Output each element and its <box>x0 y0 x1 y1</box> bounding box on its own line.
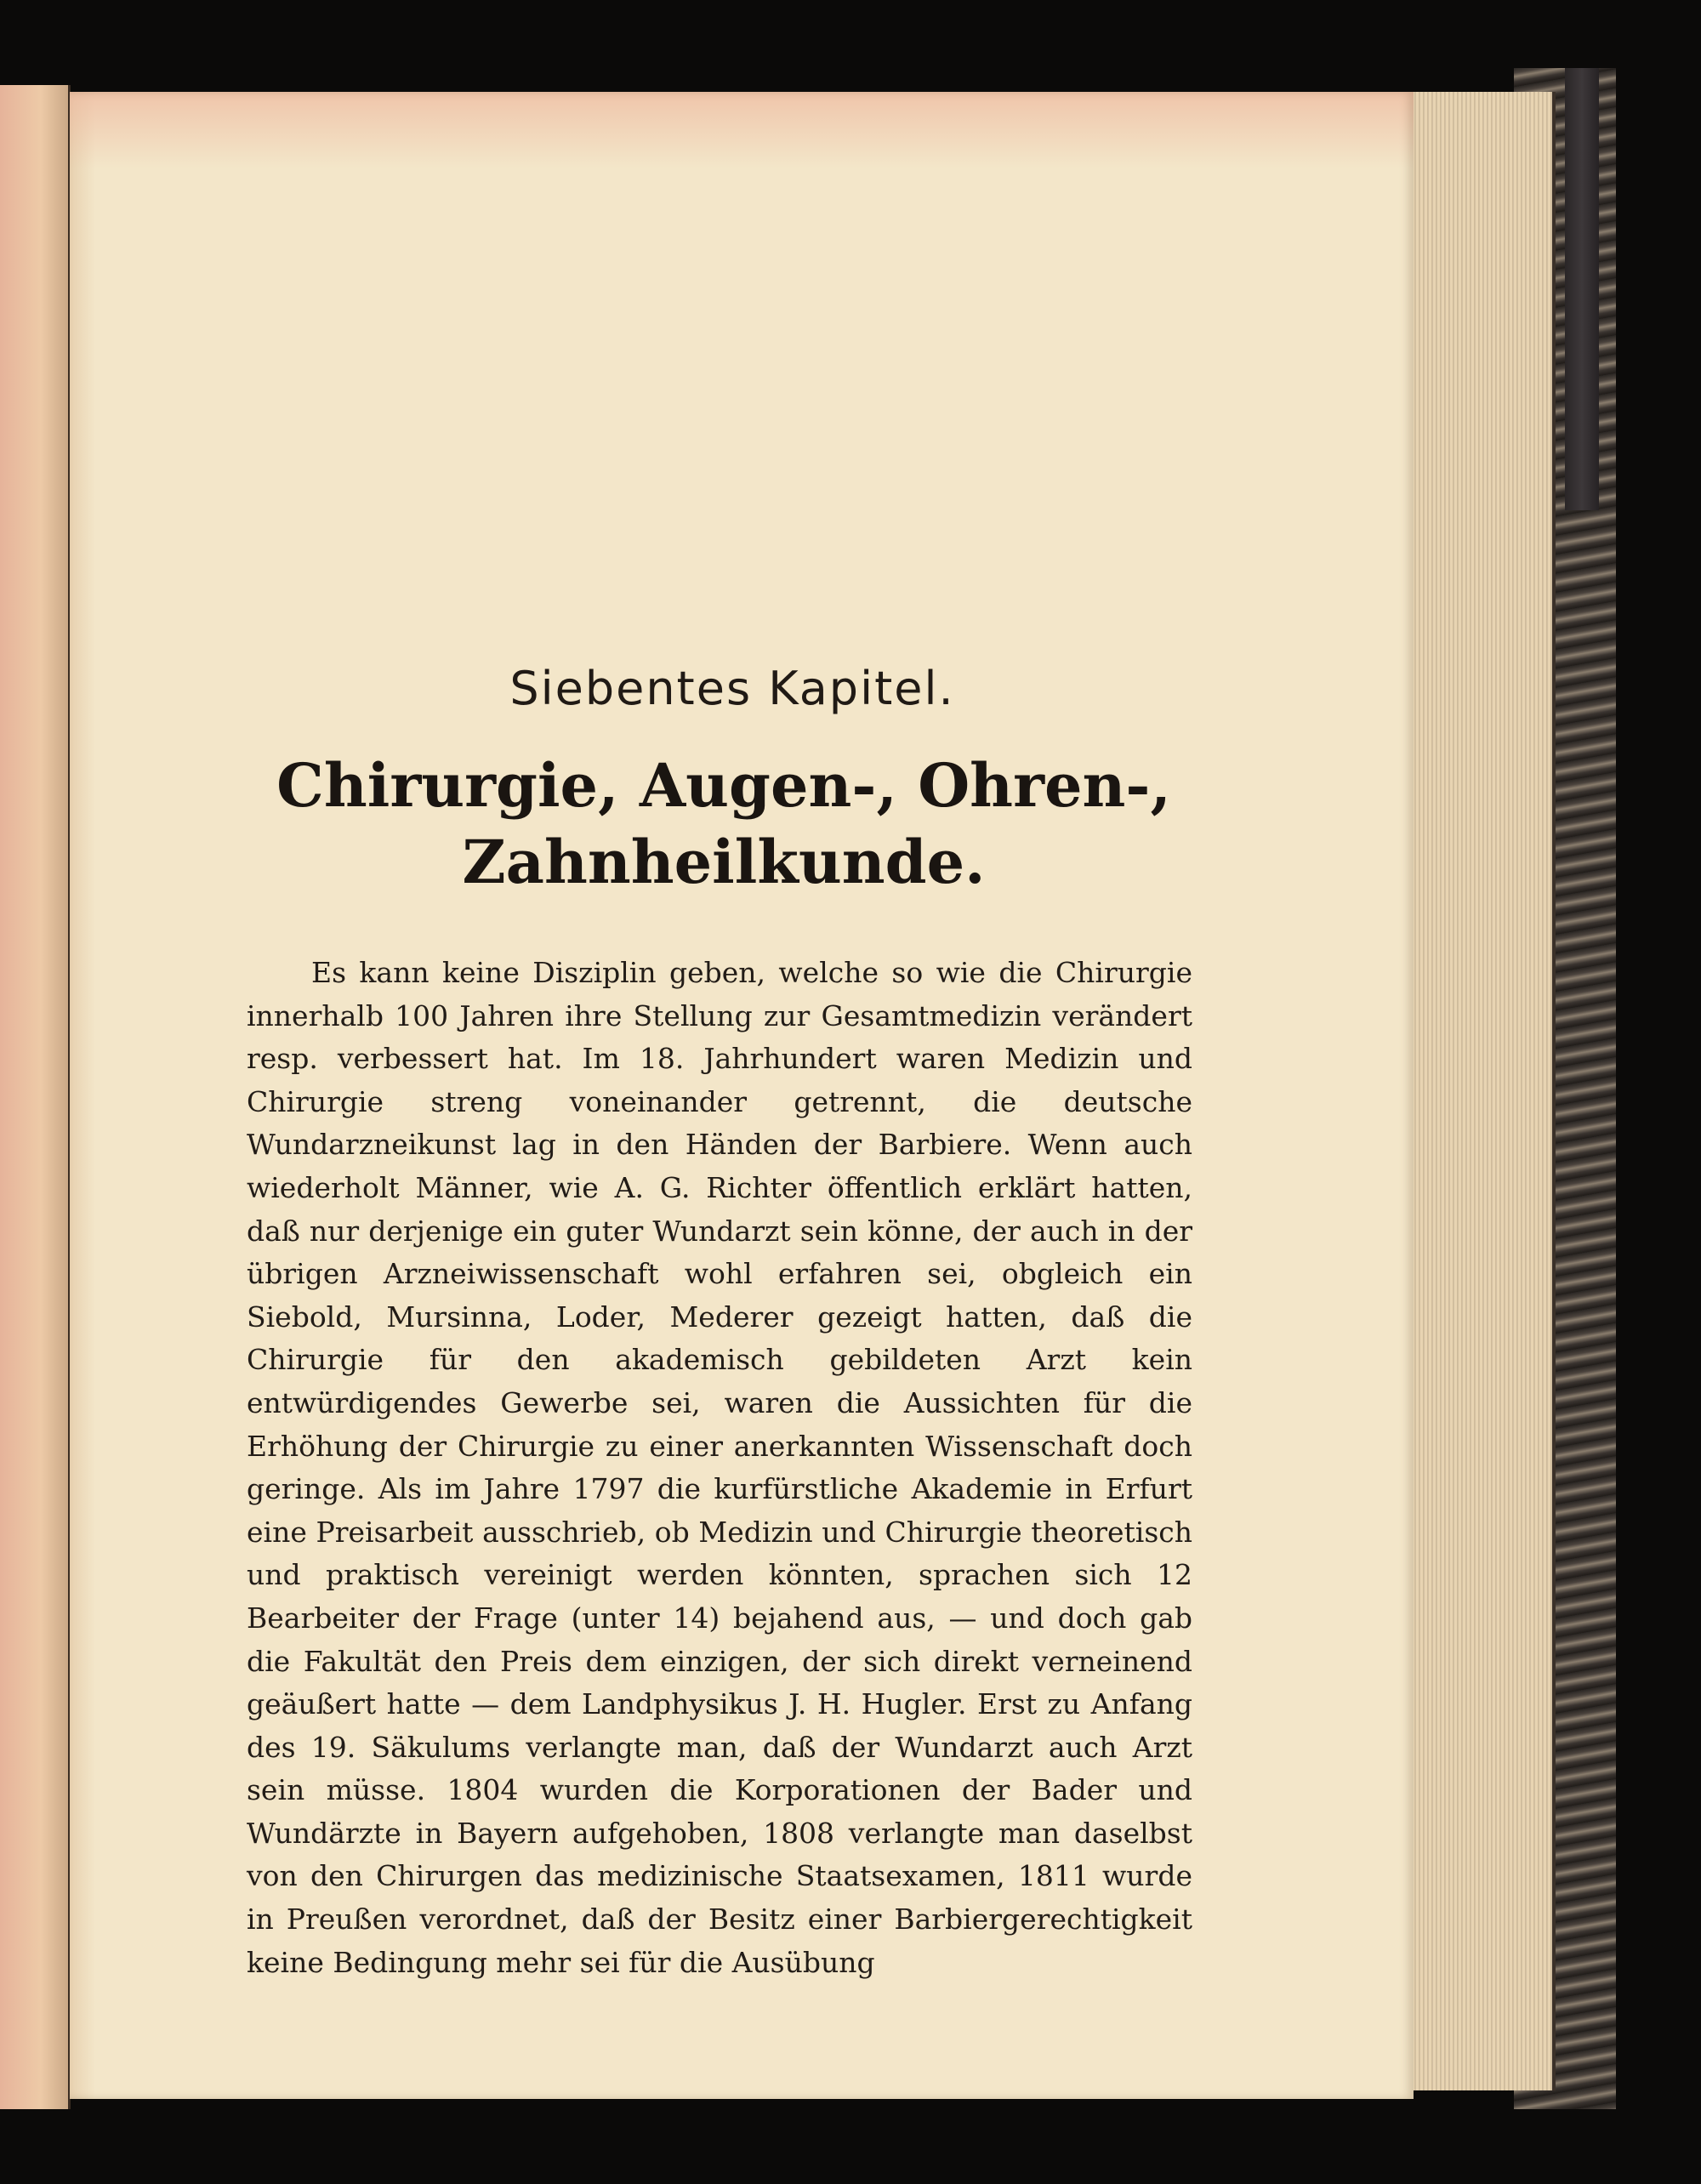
chapter-label: Siebentes Kapitel. <box>509 662 955 715</box>
body-paragraph: Es kann keine Disziplin geben, welche so wie die Chirurgie innerhalb 100 Jahren ihre Stellung zur Gesamtmedizin verändert resp. verbessert hat. Im 18. Jahrhundert waren Medizin und Chirurgie streng voneinander getrennt, die deutsche Wundarzneikunst lag in den Händen der Barbiere. Wenn auch wiederholt Männer, wie A. G. Richter öffentlich erklärt hatten, daß nur derjenige ein guter Wundarzt sein könne, der auch in der übrigen Arzneiwissenschaft wohl erfahren sei, obgleich ein Siebold, Mursinna, Loder, Mederer gezeigt hatten, daß die Chirurgie für den akademisch gebildeten Arzt kein entwürdigendes Gewerbe sei, waren die Aussichten für die Erhöhung der Chirurgie zu einer anerkannten Wissenschaft doch geringe. Als im Jahre 1797 die kurfürstliche Akademie in Erfurt eine Preisarbeit ausschrieb, ob Medizin und Chirurgie theoretisch und praktisch vereinigt werden könnten, sprachen sich 12 Bearbeiter der Frage (unter 14) bejahend aus, — und doch gab die Fakultät den Preis dem einzigen, der sich direkt verneinend geäußert hatte — dem Landphysikus J. H. Hugler. Erst zu Anfang des 19. Säkulums verlangte man, daß der Wundarzt auch Arzt sein müsse. 1804 wurden die Korporationen der Bader und Wundärzte in Bayern aufgehoben, 1808 verlangte man daselbst von den Chirurgen das medizinische Staatsexamen, 1811 wurde in Preußen verordnet, daß der Besitz einer Barbiergerechtigkeit keine Bedingung mehr sei für die Ausübung <box>247 956 1192 1979</box>
book-page <box>70 92 1414 2099</box>
left-page-edge <box>0 85 71 2109</box>
book-cover-spine <box>1565 68 1599 510</box>
page-content <box>247 568 1192 1984</box>
page-stack-edges <box>1403 92 1556 2090</box>
chapter-title: Chirurgie, Augen-, Ohren-, Zahnheilkunde. <box>276 750 1171 897</box>
